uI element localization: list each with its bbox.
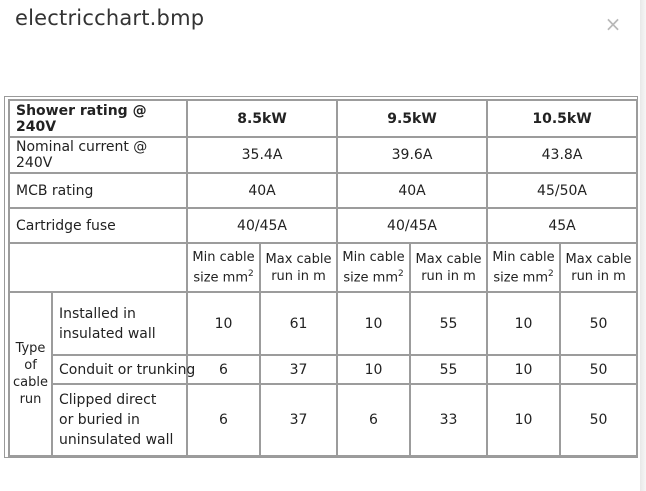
min-cable-header	[337, 243, 410, 292]
electric-chart-table	[8, 99, 638, 457]
rating-8-5kw: 8.5kW	[187, 100, 337, 137]
subheader-text: size mm	[493, 270, 548, 286]
subheader-text: run in m	[571, 268, 626, 284]
close-icon[interactable]: ×	[604, 12, 622, 36]
table-cell: 6	[187, 384, 260, 456]
table-cell: 10	[487, 292, 560, 355]
subheader-text: size mm	[193, 270, 248, 286]
table-cell: 33	[410, 384, 487, 456]
table-cell: 45A	[487, 208, 637, 243]
subheader-text: run in m	[421, 268, 476, 284]
table-row	[9, 137, 637, 173]
table-row	[9, 100, 637, 137]
type-of-cable-run-label	[9, 292, 52, 456]
table-cell: 50	[560, 384, 637, 456]
rating-9-5kw: 9.5kW	[337, 100, 487, 137]
max-cable-header	[410, 243, 487, 292]
type-label-line: Type	[15, 341, 46, 356]
run-label-conduit: Conduit or trunking	[52, 355, 187, 384]
table-row	[9, 384, 637, 456]
min-cable-header	[187, 243, 260, 292]
table-cell: 10	[187, 292, 260, 355]
subheader-text: Min cable	[192, 249, 255, 265]
scrollbar[interactable]	[640, 0, 646, 491]
table-cell: 10	[487, 384, 560, 456]
table-row	[9, 208, 637, 243]
run-label-installed-insulated	[52, 292, 187, 355]
table-row	[9, 243, 637, 292]
table-cell: 35.4A	[187, 137, 337, 173]
superscript: 2	[547, 268, 554, 279]
chart-image	[4, 96, 638, 458]
run-label-line: Installed in	[59, 305, 136, 322]
subheader-text: run in m	[271, 268, 326, 284]
rating-10-5kw: 10.5kW	[487, 100, 637, 137]
table-cell: 6	[337, 384, 410, 456]
run-label-line: or buried in	[59, 412, 140, 428]
table-cell: 45/50A	[487, 173, 637, 208]
subheader-text: Min cable	[342, 249, 405, 265]
table-row	[9, 355, 637, 384]
subheader-text: Max cable	[415, 251, 482, 267]
table-cell: 37	[260, 355, 337, 384]
table-cell: 39.6A	[337, 137, 487, 173]
run-label-clipped-direct	[52, 384, 187, 456]
subheader-text: Max cable	[265, 251, 332, 267]
run-label-line: Clipped direct	[59, 392, 157, 408]
max-cable-header	[560, 243, 637, 292]
max-cable-header	[260, 243, 337, 292]
table-cell: 55	[410, 292, 487, 355]
table-cell: 10	[337, 355, 410, 384]
table-cell: 6	[187, 355, 260, 384]
table-cell: 43.8A	[487, 137, 637, 173]
table-cell: 40A	[187, 173, 337, 208]
table-row	[9, 173, 637, 208]
table-cell: 10	[487, 355, 560, 384]
type-label-line: of	[24, 358, 37, 373]
type-label-line: cable	[13, 375, 48, 390]
shower-rating-label: Shower rating @ 240V	[9, 100, 187, 137]
mcb-rating-label: MCB rating	[9, 173, 187, 208]
empty-header-cell	[9, 243, 187, 292]
subheader-text: Min cable	[492, 249, 555, 265]
window-title: electricchart.bmp	[15, 6, 205, 30]
table-cell: 40/45A	[337, 208, 487, 243]
table-cell: 50	[560, 292, 637, 355]
table-cell: 55	[410, 355, 487, 384]
table-row	[9, 292, 637, 355]
subheader-text: size mm	[343, 270, 398, 286]
table-cell: 10	[337, 292, 410, 355]
nominal-current-label: Nominal current @ 240V	[9, 137, 187, 173]
subheader-text: Max cable	[565, 251, 632, 267]
table-cell: 40A	[337, 173, 487, 208]
table-cell: 40/45A	[187, 208, 337, 243]
table-cell: 37	[260, 384, 337, 456]
table-cell: 50	[560, 355, 637, 384]
superscript: 2	[397, 268, 404, 279]
superscript: 2	[247, 268, 254, 279]
cartridge-fuse-label: Cartridge fuse	[9, 208, 187, 243]
min-cable-header	[487, 243, 560, 292]
table-cell: 61	[260, 292, 337, 355]
run-label-line: insulated wall	[59, 325, 156, 342]
type-label-line: run	[19, 392, 42, 407]
run-label-line: uninsulated wall	[59, 432, 174, 448]
